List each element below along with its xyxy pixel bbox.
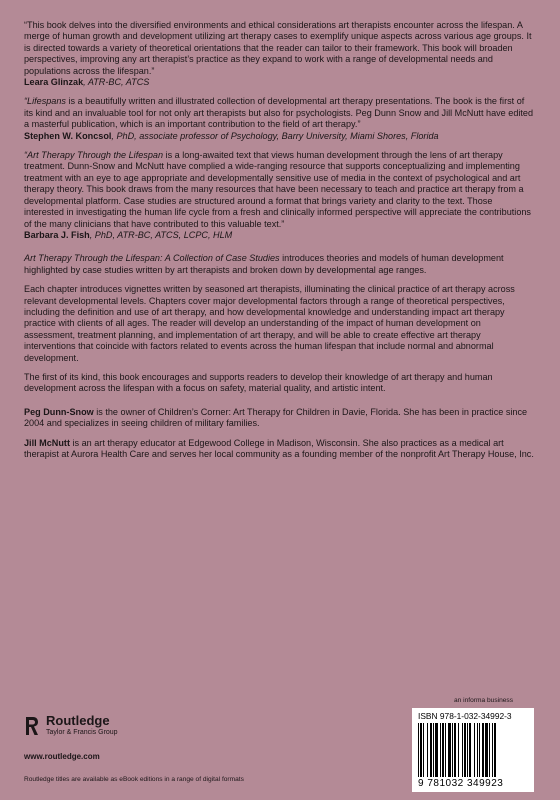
barcode-bar <box>433 723 434 777</box>
review-quote <box>24 20 534 88</box>
description-paragraph: The first of its kind, this book encourages and supports readers to develop their knowledge of art therapy and human development across the lifespan with a focus on safety, material quality, and artistic intent. <box>24 371 493 394</box>
publisher-website-link[interactable]: www.routledge.com <box>24 752 100 761</box>
publisher-logo <box>24 714 118 737</box>
barcode-bar <box>464 723 466 777</box>
review-title-italic: “Lifespans <box>24 96 66 107</box>
barcode-bar <box>462 723 463 777</box>
barcode-bar <box>492 723 493 777</box>
barcode-bar <box>448 723 451 777</box>
review-quote <box>24 96 534 142</box>
barcode-number: 9 781032 349923 <box>418 778 504 789</box>
barcode-bar <box>427 723 428 777</box>
author-bio <box>24 438 534 461</box>
review-text: “This book delves into the diversified environments and ethical considerations art therapists encounter across the lifespan. A merge of human growth and development utilizing art therapy cases to exemplify unique aspects across various age groups. It is directed towards a variety of theoretical orientations that the reader can tailor to their framework. This book will broaden perspectives, improving any art therapist’s practice as they expand to work with a range of developmental needs and populations across the lifespan.” <box>24 20 532 76</box>
barcode-bar <box>477 723 478 777</box>
reviewer-name: Leara Glinzak <box>24 77 84 88</box>
review-attribution <box>24 230 534 241</box>
barcode-bar <box>479 723 480 777</box>
barcode-bar <box>467 723 468 777</box>
barcode-bar <box>489 723 490 777</box>
author-name: Peg Dunn-Snow <box>24 406 94 417</box>
ebook-note: Routledge titles are available as eBook editions in a range of digital formats <box>24 776 244 783</box>
description-paragraph: Each chapter introduces vignettes written by seasoned art therapists, illuminating the clinical practice of art therapy across relevant developmental levels. Chapters cover major developmental factors through a range of theoretical perspectives, including the definition and use of art therapy, and how developmental knowledge and understanding impact art therapy practice with clients of all ages. The reader will develop an understanding of the impact of human development on assessment, treatment planning, and implementation of art therapy, and will be able to create effective art therapy interventions that coincide with factors related to events across the human lifespan that include normal and abnormal development. <box>24 284 515 363</box>
barcode-bar <box>452 723 453 777</box>
book-title-italic: Art Therapy Through the Lifespan: A Collection of Case Studies <box>24 253 280 264</box>
informa-business-label: an informa business <box>454 697 514 704</box>
review-attribution <box>24 131 534 142</box>
back-cover-text <box>24 20 534 468</box>
review-title-italic: “Art Therapy Through the Lifespan <box>24 150 164 161</box>
isbn-barcode <box>412 708 534 792</box>
barcode-bar <box>485 723 488 777</box>
review-text: is a beautifully written and illustrated collection of developmental art therapy presentations. The book is the first of its kind and an invaluable tool for not only art therapists but also for psychologists. Peg Dunn Snow and Jill McNutt have edited a masterful publication, which is an important contribution to the field of art therapy.” <box>24 96 534 130</box>
reviewer-credentials: , PhD, associate professor of Psychology, Barry University, Miami Shores, Florida <box>111 130 439 141</box>
author-bio-text: is the owner of Children’s Corner: Art Therapy for Children in Davie, Florida. She has been in practice since 2004 and specializes in seeing children of military families. <box>24 406 528 429</box>
barcode-bar <box>430 723 432 777</box>
author-bio <box>24 407 534 430</box>
reviewer-name: Barbara J. Fish <box>24 229 90 240</box>
barcode-bar <box>469 723 471 777</box>
barcode-bar <box>445 723 446 777</box>
barcode-bar <box>423 723 424 777</box>
review-quote <box>24 150 534 241</box>
reviewer-name: Stephen W. Koncsol <box>24 130 112 141</box>
review-attribution <box>24 77 534 88</box>
barcode-bar <box>494 723 496 777</box>
author-bio-text: is an art therapy educator at Edgewood College in Madison, Wisconsin. She also practices as a medical art therapist at Aurora Health Care and serves her local community as a founding member of the nonprofit Art Therapy House, Inc. <box>24 437 534 459</box>
isbn-label: ISBN 978-1-032-34992-3 <box>418 711 512 721</box>
publisher-name: Routledge <box>46 713 110 728</box>
reviewer-credentials: , ATR-BC, ATCS <box>83 77 150 88</box>
barcode-bar <box>458 723 459 777</box>
barcode-bar <box>435 723 438 777</box>
barcode-bar <box>418 723 419 777</box>
description-paragraph <box>24 253 534 276</box>
review-text: is a long-awaited text that views human development through the lens of art therapy treatment. Dunn-Snow and McNutt have complied a wide-ranging resource that supports conceptualizing and implementing treatment with an eye to age appropriate and developmentally sensitive use of media in the context of psychological and art therapy theory. This book draws from the many resources that have been necessary to teach and practice art therapy from a developmental platform. Case studies are structured around a format that brings variety and clarity to the text. Those interested in investigating the human life cycle from a fresh and clinically informed perspective will appreciate the contributions of the many clinicians that have contributed to this valuable text.” <box>24 150 531 229</box>
routledge-r-icon <box>24 715 40 737</box>
barcode-bar <box>474 723 475 777</box>
reviewer-credentials: , PhD, ATR-BC, ATCS, LCPC, HLM <box>89 229 233 240</box>
description-text: introduces theories and models of human development highlighted by case studies written by art therapists and broken down by developmental age ranges. <box>24 253 504 275</box>
barcode-bar <box>442 723 444 777</box>
barcode-bar <box>482 723 484 777</box>
barcode-bar <box>420 723 422 777</box>
publisher-group: Taylor & Francis Group <box>46 729 118 736</box>
barcode-bar <box>440 723 441 777</box>
barcode-bars <box>418 723 528 777</box>
barcode-bar <box>454 723 456 777</box>
author-name: Jill McNutt <box>24 437 70 448</box>
